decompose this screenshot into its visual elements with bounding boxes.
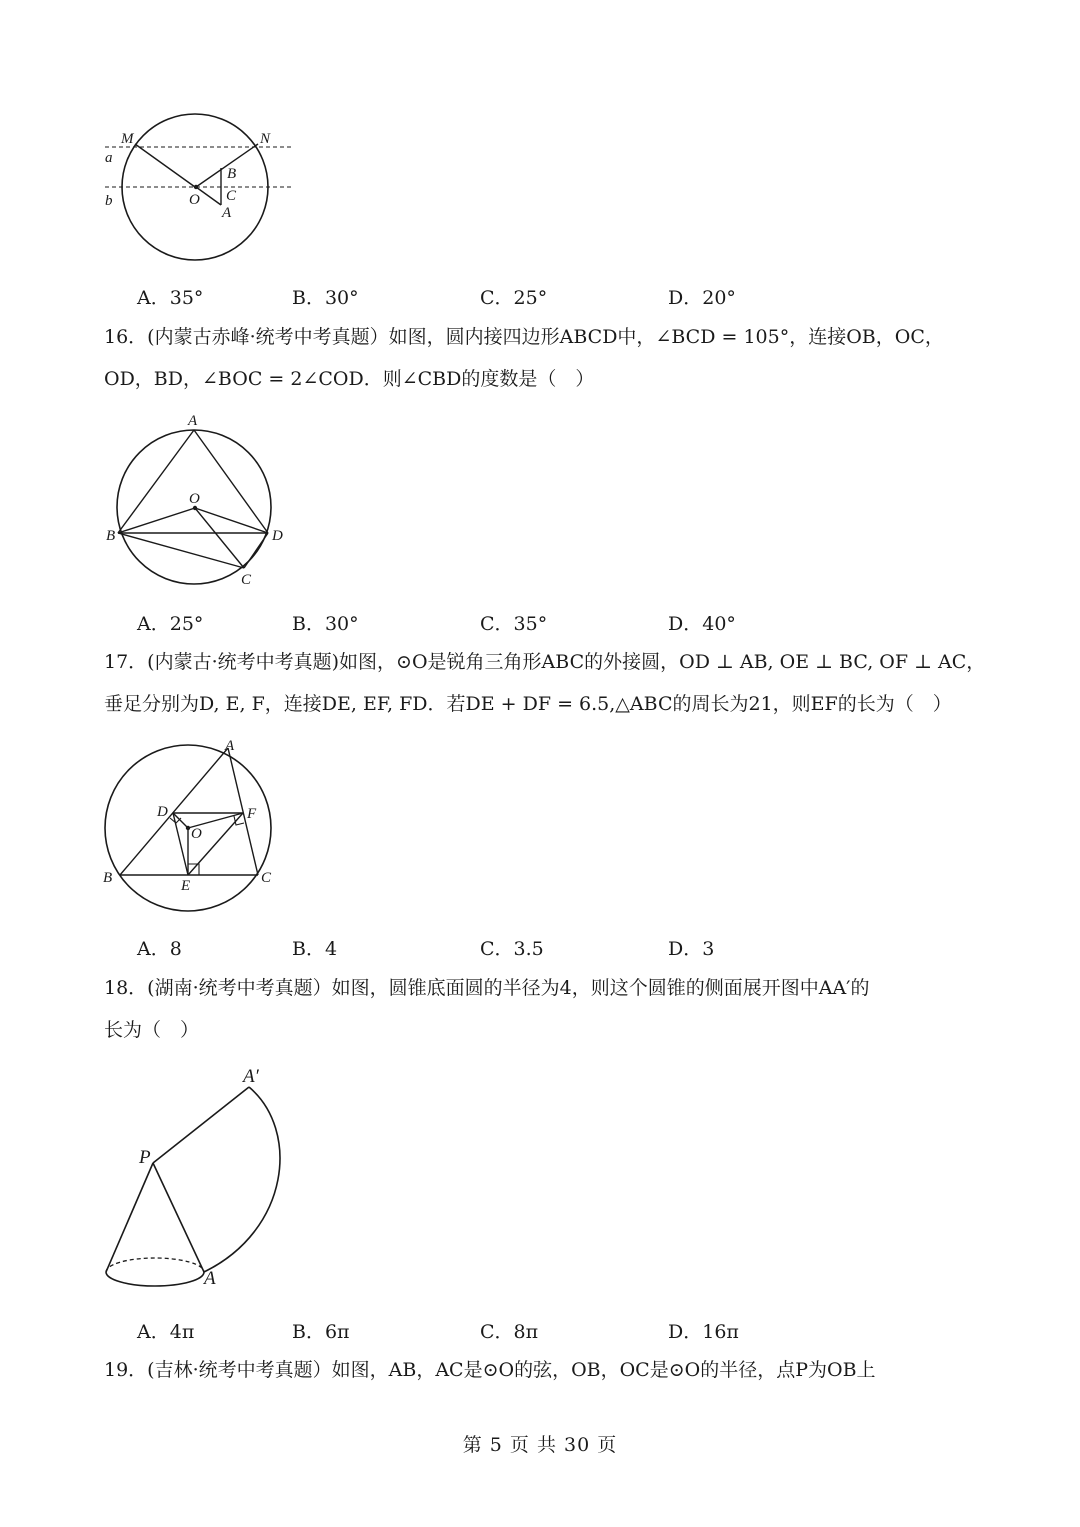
- fig18-label-A: A: [204, 1268, 216, 1289]
- q16-line-2: OD，BD，∠BOC = 2∠COD．则∠CBD的度数是（ ）: [104, 368, 595, 390]
- question-16: [104, 316, 984, 400]
- fig15-label-a: a: [105, 150, 113, 166]
- fig17-label-F: F: [247, 806, 257, 822]
- q18-option-c[interactable]: C．8π: [480, 1321, 539, 1343]
- q16-option-d[interactable]: D．40°: [668, 613, 736, 635]
- q18-option-b[interactable]: B．6π: [292, 1321, 350, 1343]
- figure-q17: [100, 735, 290, 915]
- fig15-label-b: b: [105, 193, 113, 209]
- q18-line-2: 长为（ ）: [104, 1019, 200, 1041]
- fig18-arc-AAprime: [204, 1087, 280, 1272]
- q17-options: [0, 934, 1080, 964]
- q18-option-d[interactable]: D．16π: [668, 1321, 739, 1343]
- page-footer: 第 5 页 共 30 页: [462, 1434, 618, 1456]
- q16-option-c[interactable]: C．35°: [480, 613, 548, 635]
- fig16-seg-AD: [194, 430, 268, 533]
- q17-option-c[interactable]: C．3.5: [480, 938, 544, 960]
- figure-q16: [100, 405, 300, 595]
- fig15-point-O: [194, 185, 198, 189]
- q18-option-a[interactable]: A．4π: [137, 1321, 195, 1343]
- q17-line-1: 17．(内蒙古·统考中考真题)如图，⊙O是锐角三角形ABC的外接圆，OD ⊥ AB, OE ⊥ BC, OF ⊥ AC，: [104, 651, 986, 673]
- q15-option-d[interactable]: D．20°: [668, 287, 736, 309]
- fig16-seg-CD: [244, 533, 268, 568]
- fig17-seg-AB: [120, 748, 228, 875]
- fig17-seg-EF: [188, 813, 243, 875]
- fig18-label-A-prime: A′: [243, 1066, 259, 1087]
- q15-options: [0, 283, 1080, 313]
- fig17-label-D: D: [157, 804, 168, 820]
- q17-option-d[interactable]: D．3: [668, 938, 715, 960]
- q16-line-1: 16．(内蒙古赤峰·统考中考真题）如图，圆内接四边形ABCD中，∠BCD = 105°，连接OB，OC，: [104, 326, 944, 348]
- question-19: [104, 1349, 984, 1391]
- fig15-label-O: O: [189, 192, 200, 208]
- fig16-seg-BC: [118, 533, 244, 568]
- fig15-label-N: N: [260, 131, 271, 147]
- fig17-label-O: O: [191, 826, 202, 842]
- question-17: [104, 641, 984, 725]
- fig16-label-B: B: [106, 528, 116, 544]
- fig17-label-E: E: [181, 878, 191, 894]
- question-18: [104, 967, 984, 1051]
- fig18-seg-PA: [153, 1163, 204, 1272]
- fig16-label-A: A: [188, 413, 198, 429]
- fig16-label-O: O: [189, 491, 200, 507]
- figure-q15: [100, 110, 300, 270]
- fig18-base-front: [106, 1272, 204, 1286]
- fig18-label-P: P: [139, 1147, 151, 1168]
- fig17-label-B: B: [103, 870, 113, 886]
- fig15-label-M: M: [121, 131, 134, 147]
- q17-line-2: 垂足分别为D, E, F，连接DE, EF, FD．若DE + DF = 6.5,△ABC的周长为21，则EF的长为（ ）: [104, 693, 952, 715]
- fig18-seg-PAprime: [153, 1087, 249, 1163]
- fig17-label-A: A: [225, 738, 235, 754]
- q17-option-b[interactable]: B．4: [292, 938, 338, 960]
- fig18-seg-Pleft: [106, 1163, 153, 1272]
- fig16-label-C: C: [241, 572, 252, 588]
- q18-line-1: 18．(湖南·统考中考真题）如图，圆锥底面圆的半径为4，则这个圆锥的侧面展开图中AA′的: [104, 977, 870, 999]
- q17-option-a[interactable]: A．8: [137, 938, 182, 960]
- fig18-base-back: [106, 1258, 204, 1272]
- q19-line-1: 19．(吉林·统考中考真题）如图，AB，AC是⊙O的弦，OB，OC是⊙O的半径，点P为OB上: [104, 1359, 876, 1381]
- q16-option-a[interactable]: A．25°: [137, 613, 204, 635]
- fig15-label-B: B: [227, 166, 237, 182]
- fig17-point-O: [186, 826, 190, 830]
- q18-options: [0, 1317, 1080, 1347]
- figure-q18: [100, 1060, 290, 1300]
- fig16-seg-OB: [118, 508, 195, 533]
- fig16-seg-AB: [118, 430, 194, 533]
- q15-option-c[interactable]: C．25°: [480, 287, 548, 309]
- q15-option-a[interactable]: A．35°: [137, 287, 204, 309]
- fig15-label-A: A: [222, 205, 232, 221]
- q16-option-b[interactable]: B．30°: [292, 613, 359, 635]
- fig16-label-D: D: [272, 528, 283, 544]
- q15-option-b[interactable]: B．30°: [292, 287, 359, 309]
- fig17-label-C: C: [261, 870, 272, 886]
- fig15-label-C: C: [226, 188, 237, 204]
- fig15-seg-MO: [135, 144, 195, 187]
- q16-options: [0, 609, 1080, 639]
